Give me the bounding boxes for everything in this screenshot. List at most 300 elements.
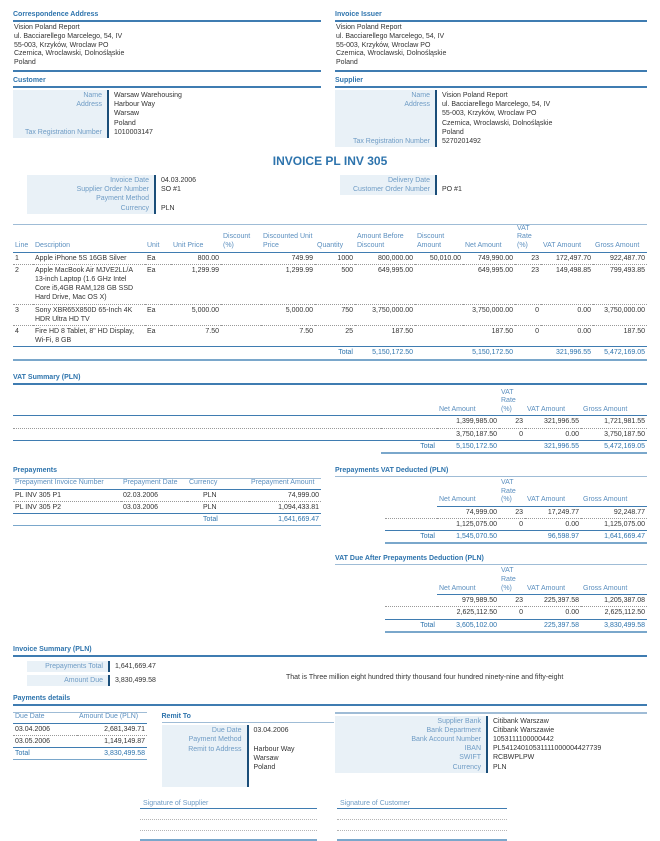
cell: Sony XBR65X850D 65-Inch 4K HDR Ultra HD TV — [33, 304, 145, 325]
field-label: Currency — [452, 763, 481, 771]
field-label: Currency — [120, 204, 149, 212]
field-label: Delivery Date — [387, 177, 430, 185]
cell: 225,397.58 — [525, 595, 581, 607]
th-quantity: Quantity — [315, 224, 355, 252]
total-vat-amount: 321,996.55 — [541, 347, 593, 360]
cell — [221, 326, 261, 347]
line-item-row — [13, 326, 647, 347]
cell: 7.50 — [171, 326, 221, 347]
signature-dotted-line — [337, 809, 507, 820]
payment-row — [13, 736, 147, 748]
cell: 23 — [499, 595, 525, 607]
invoice-meta-left — [13, 175, 321, 214]
th-discount-pct: Discount (%) — [221, 224, 261, 252]
total-amount-before-discount: 5,150,172.50 — [355, 347, 415, 360]
cell — [221, 304, 261, 325]
address-line: Czernica, Wroclawski, Dolnośląskie — [336, 50, 447, 58]
field-value: Harbour Way — [114, 101, 155, 109]
signatures-row — [140, 799, 647, 841]
cell: 1,205,387.08 — [581, 595, 647, 607]
cell — [415, 326, 463, 347]
vat-summary-total-row — [13, 440, 647, 453]
th-empty — [385, 479, 437, 506]
cell: 4 — [13, 326, 33, 347]
field-value: Warsaw — [114, 110, 140, 118]
signature-supplier-block — [140, 799, 317, 841]
correspondence-address-block — [13, 10, 321, 72]
th-empty — [381, 389, 437, 416]
divider — [162, 722, 334, 723]
amount-in-words: That is Three million eight hundred thirty thousand four hundred ninety-nine and fifty-eight — [286, 673, 564, 681]
remit-labels — [162, 725, 247, 787]
field-value: 55-003, Krzyków, Wroclaw PO — [442, 110, 537, 118]
cell: 749,990.00 — [463, 252, 515, 264]
cell: 23 — [499, 416, 525, 428]
field-value: PO #1 — [442, 186, 462, 194]
field-label: Remit to Address — [188, 745, 242, 753]
cell: Ea — [145, 264, 171, 304]
field-value: 04.03.2006 — [161, 177, 197, 185]
prepayment-row — [13, 501, 321, 513]
th-amount-due: Amount Due (PLN) — [77, 713, 147, 724]
divider — [335, 564, 647, 565]
cell — [121, 514, 187, 526]
cell: 0 — [499, 607, 525, 619]
cell: 0 — [515, 326, 541, 347]
signature-dotted-line — [337, 820, 507, 831]
th-empty — [335, 567, 385, 594]
cell — [13, 347, 315, 360]
th-vat-rate: VAT Rate (%) — [499, 479, 525, 506]
prepayments-title: Prepayments — [13, 467, 57, 475]
invoice-summary-title: Invoice Summary (PLN) — [13, 645, 92, 653]
th-vat-amount: VAT Amount — [541, 224, 593, 252]
vat-due-total-row — [335, 619, 647, 632]
field-value: 1010003147 — [114, 128, 153, 136]
th-vat-amount: VAT Amount — [525, 567, 581, 594]
field-label: SWIFT — [459, 754, 481, 762]
total-label: Total — [187, 514, 249, 526]
th-prepayment-date: Prepayment Date — [121, 479, 187, 490]
field-value — [254, 735, 295, 744]
prepayments-vat-row — [335, 506, 647, 518]
field-value: ul. Bacciarellego Marcelego, 54, IV — [442, 101, 551, 109]
cell: 3,750,187.50 — [581, 428, 647, 440]
meta-right-labels — [340, 175, 435, 195]
cell: 1,299.99 — [171, 264, 221, 304]
field-value: Harbour Way — [253, 745, 295, 753]
total-gross-amount: 5,472,169.05 — [581, 440, 647, 453]
field-label: Name — [83, 91, 102, 99]
cell: 2,681,349.71 — [77, 723, 147, 735]
th-vat-amount: VAT Amount — [525, 389, 581, 416]
field-label: Supplier Bank — [437, 717, 481, 725]
th-prepayment-amount: Prepayment Amount — [249, 479, 321, 490]
cell — [335, 519, 385, 531]
supplier-values — [437, 90, 552, 147]
cell — [415, 347, 463, 360]
cell: 74,999.00 — [437, 506, 499, 518]
cell — [221, 252, 261, 264]
th-vat-rate: VAT Rate (%) — [499, 567, 525, 594]
cell: 749.99 — [261, 252, 315, 264]
prepayments-vat-section — [335, 466, 647, 544]
field-value: Poland — [253, 763, 276, 771]
field-label: Due Date — [211, 727, 242, 735]
th-amount-before-discount: Amount Before Discount — [355, 224, 415, 252]
th-gross-amount: Gross Amount — [593, 224, 647, 252]
prepayments-total-row — [13, 514, 321, 526]
prepayments-header-row — [13, 479, 321, 490]
vat-summary-title: VAT Summary (PLN) — [13, 373, 81, 381]
th-prepayment-invoice-number: Prepayment Invoice Number — [13, 479, 121, 490]
invoice-title: INVOICE PL INV 305 — [272, 154, 388, 169]
field-value: 1053111100000442 — [493, 736, 554, 744]
cell: PL INV 305 P2 — [13, 501, 121, 513]
cell: 23 — [515, 252, 541, 264]
cell: 750 — [315, 304, 355, 325]
cell: 1000 — [315, 252, 355, 264]
signature-dotted-line — [140, 809, 317, 820]
invoice-meta-left-fields — [27, 175, 321, 214]
divider — [335, 712, 647, 714]
field-value: RCBWPLPW — [493, 754, 535, 762]
customer-values — [109, 90, 182, 138]
signature-dotted-line — [140, 820, 317, 831]
field-label: Prepayments Total — [45, 662, 103, 670]
line-item-row — [13, 304, 647, 325]
field-value: Citibank Warszawie — [493, 726, 555, 734]
cell: 800,000.00 — [355, 252, 415, 264]
cell: 3,750,000.00 — [593, 304, 647, 325]
correspondence-address-title: Correspondence Address — [13, 11, 99, 18]
meta-left-labels — [27, 175, 154, 214]
cell: 0.00 — [525, 607, 581, 619]
address-line: ul. Bacciarellego Marcelego, 54, IV — [336, 32, 445, 40]
cell — [415, 264, 463, 304]
cell: Ea — [145, 326, 171, 347]
field-label: Customer Order Number — [352, 186, 430, 194]
payments-table — [13, 712, 147, 760]
invoice-summary-section — [13, 645, 647, 686]
th-due-date: Due Date — [13, 713, 77, 724]
cell — [221, 264, 261, 304]
total-amount: 3,830,499.58 — [77, 748, 147, 760]
cell — [335, 619, 385, 632]
cell: 03.05.2006 — [13, 736, 77, 748]
field-label: Tax Registration Number — [352, 137, 430, 145]
cell: 2,625,112.50 — [437, 607, 499, 619]
address-line: ul. Bacciarellego Marcelego, 54, IV — [14, 32, 123, 40]
cell: 172,497.70 — [541, 252, 593, 264]
field-label — [15, 119, 102, 128]
field-labels — [27, 675, 108, 686]
th-currency: Currency — [187, 479, 249, 490]
cell: 1,149,149.87 — [77, 736, 147, 748]
cell: 3 — [13, 304, 33, 325]
field-label: Tax Registration Number — [24, 128, 102, 136]
invoice-issuer-title: Invoice Issuer — [335, 11, 382, 18]
th-net-amount: Net Amount — [437, 389, 499, 416]
field-label: Payment Method — [188, 736, 242, 744]
vat-summary-row — [13, 428, 647, 440]
line-items-header-row — [13, 224, 647, 252]
th-vat-amount: VAT Amount — [525, 479, 581, 506]
field-label: Amount Due — [64, 677, 103, 685]
total-label: Total — [315, 347, 355, 360]
field-label: Address — [76, 101, 102, 109]
invoice-meta-right — [335, 175, 647, 214]
vat-due-row — [335, 595, 647, 607]
address-line: 55-003, Krzyków, Wroclaw PO — [336, 41, 431, 49]
cell — [385, 519, 437, 531]
cell: 74,999.00 — [249, 489, 321, 501]
supplier-block — [335, 76, 647, 147]
total-net-amount: 1,545,070.50 — [437, 531, 499, 544]
customer-block — [13, 76, 321, 147]
vat-summary-header-row — [13, 389, 647, 416]
total-label: Total — [385, 619, 437, 632]
field-value: PLN — [161, 204, 175, 212]
field-value: 3,830,499.58 — [115, 677, 156, 685]
field-label: Address — [404, 101, 430, 109]
cell: 03.03.2006 — [121, 501, 187, 513]
cell — [381, 416, 437, 428]
cell: Ea — [145, 304, 171, 325]
vat-due-section — [335, 554, 647, 632]
cell: 1,094,433.81 — [249, 501, 321, 513]
field-value: 5270201492 — [442, 137, 481, 145]
invoice-summary-fields — [13, 661, 283, 686]
address-line: Poland — [336, 59, 358, 67]
cell: PLN — [187, 501, 249, 513]
total-vat-amount: 96,598.97 — [525, 531, 581, 544]
cell — [415, 304, 463, 325]
th-unit: Unit — [145, 224, 171, 252]
vat-due-header-row — [335, 567, 647, 594]
cell: 649,995.00 — [355, 264, 415, 304]
field-value — [442, 176, 462, 185]
th-gross-amount: Gross Amount — [581, 479, 647, 506]
total-net-amount: 5,150,172.50 — [463, 347, 515, 360]
field-label: Name — [411, 91, 430, 99]
th-discounted-unit-price: Discounted Unit Price — [261, 224, 315, 252]
cell: Fire HD 8 Tablet, 8" HD Display, Wi-Fi, 8 GB — [33, 326, 145, 347]
divider — [335, 70, 647, 72]
meta-right-values — [437, 175, 462, 195]
th-net-amount: Net Amount — [463, 224, 515, 252]
address-line: Czernica, Wroclawski, Dolnośląskie — [14, 50, 125, 58]
cell: PL INV 305 P1 — [13, 489, 121, 501]
line-items-table — [13, 224, 647, 361]
supplier-labels — [335, 90, 435, 147]
vat-due-row — [335, 607, 647, 619]
divider — [13, 704, 647, 706]
cell — [381, 428, 437, 440]
cell — [499, 531, 525, 544]
vat-summary-section — [13, 373, 647, 454]
cell: 03.04.2006 — [13, 723, 77, 735]
cell — [385, 595, 437, 607]
cell: 800.00 — [171, 252, 221, 264]
field-value: Poland — [114, 119, 136, 127]
field-label: Invoice Date — [110, 177, 149, 185]
address-header-row — [13, 10, 647, 72]
cell: Apple MacBook Air MJVE2LL/A 13-inch Laptop (1.6 GHz Intel Core i5,4GB RAM,128 GB SSD Hard Drive, Mac OS X) — [33, 264, 145, 304]
cell: 02.03.2006 — [121, 489, 187, 501]
field-label: IBAN — [464, 745, 481, 753]
field-label — [164, 754, 242, 763]
line-item-row — [13, 264, 647, 304]
cell: 0.00 — [525, 428, 581, 440]
cell: 3,750,000.00 — [355, 304, 415, 325]
address-line: 55-003, Krzyków, Wroclaw PO — [14, 41, 109, 49]
meta-left-values — [156, 175, 196, 214]
field-label: Bank Department — [426, 726, 481, 734]
cell: 0 — [515, 304, 541, 325]
cell — [13, 514, 121, 526]
divider — [13, 86, 321, 88]
th-line: Line — [13, 224, 33, 252]
cell: 1,125,075.00 — [437, 519, 499, 531]
cell: 0 — [499, 428, 525, 440]
payment-row — [13, 723, 147, 735]
cell: 649,995.00 — [463, 264, 515, 304]
payments-total-row — [13, 748, 147, 760]
prepayments-vat-header-row — [335, 479, 647, 506]
prepayments-vat-title: Prepayments VAT Deducted (PLN) — [335, 467, 449, 475]
cell: 7.50 — [261, 326, 315, 347]
cell: 979,989.50 — [437, 595, 499, 607]
cell — [515, 347, 541, 360]
prepayments-row — [13, 466, 647, 633]
field-value: Warsaw — [253, 754, 279, 762]
cell: PLN — [187, 489, 249, 501]
prepayments-vat-total-row — [335, 531, 647, 544]
field-value: Poland — [442, 128, 464, 136]
cell — [499, 619, 525, 632]
correspondence-address-lines — [13, 22, 321, 70]
field-label: Bank Account Number — [411, 736, 481, 744]
total-label: Total — [13, 748, 77, 760]
field-value: Warsaw Warehousing — [114, 91, 182, 99]
th-empty — [13, 389, 381, 416]
cell: 23 — [515, 264, 541, 304]
field-value: SO #1 — [161, 186, 181, 194]
total-label: Total — [381, 440, 437, 453]
field-value: Vision Poland Report — [442, 91, 508, 99]
address-line: Vision Poland Report — [14, 24, 80, 31]
th-discount-amount: Discount Amount — [415, 224, 463, 252]
cell: 50,010.00 — [415, 252, 463, 264]
cell: 0.00 — [525, 519, 581, 531]
remit-to-fields — [162, 725, 334, 787]
cell — [385, 607, 437, 619]
field-value: Citibank Warszaw — [493, 717, 549, 725]
invoice-summary-body — [13, 661, 647, 686]
field-label — [337, 128, 430, 137]
supplier-title: Supplier — [335, 76, 364, 84]
remit-values — [249, 725, 295, 787]
address-line: Poland — [14, 59, 36, 67]
customer-labels — [13, 90, 107, 138]
vat-summary-row — [13, 416, 647, 428]
cell: 17,249.77 — [525, 506, 581, 518]
cell: 0.00 — [541, 304, 593, 325]
cell: 149,498.85 — [541, 264, 593, 304]
cell: 1,399,985.00 — [437, 416, 499, 428]
cell: 25 — [315, 326, 355, 347]
divider — [13, 70, 321, 72]
cell: 5,000.00 — [261, 304, 315, 325]
payments-table-wrap — [13, 712, 147, 787]
cell: 5,000.00 — [171, 304, 221, 325]
payments-details-title: Payments details — [13, 695, 71, 703]
field-label — [337, 119, 430, 128]
cell — [335, 506, 385, 518]
bank-values — [488, 716, 601, 773]
field-value: 03.04.2006 — [253, 727, 289, 735]
invoice-meta-row — [13, 175, 647, 214]
total-label: Total — [385, 531, 437, 544]
cell: 0.00 — [541, 326, 593, 347]
cell: 1,299.99 — [261, 264, 315, 304]
th-gross-amount: Gross Amount — [581, 567, 647, 594]
cell — [335, 607, 385, 619]
th-vat-rate: VAT Rate (%) — [515, 224, 541, 252]
total-gross-amount: 1,641,669.47 — [581, 531, 647, 544]
prepayments-section — [13, 466, 321, 633]
cell — [13, 428, 381, 440]
payments-header-row — [13, 713, 147, 724]
cell: 2 — [13, 264, 33, 304]
signature-customer-label: Signature of Customer — [337, 799, 507, 809]
cell: 3,750,187.50 — [437, 428, 499, 440]
field-labels — [27, 661, 108, 672]
total-net-amount: 5,150,172.50 — [437, 440, 499, 453]
customer-title: Customer — [13, 76, 46, 84]
payments-details-section — [13, 694, 647, 787]
cell: 92,248.77 — [581, 506, 647, 518]
cell: 1,721,981.55 — [581, 416, 647, 428]
cell: 1,125,075.00 — [581, 519, 647, 531]
cell: 922,487.70 — [593, 252, 647, 264]
field-value: 1,641,669.47 — [115, 662, 156, 670]
cell: Ea — [145, 252, 171, 264]
vat-due-title: VAT Due After Prepayments Deduction (PLN) — [335, 555, 484, 563]
cell: 2,625,112.50 — [581, 607, 647, 619]
cell: 799,493.85 — [593, 264, 647, 304]
cell — [13, 440, 381, 453]
prepayments-vat-table — [335, 479, 647, 544]
divider — [13, 383, 647, 385]
total-gross-amount: 5,472,169.05 — [593, 347, 647, 360]
invoice-issuer-block — [335, 10, 647, 72]
right-vat-column — [335, 466, 647, 633]
prepayments-table — [13, 478, 321, 526]
field-value: Czernica, Wroclawski, Dolnośląskie — [442, 119, 553, 127]
remit-to-title: Remit To — [161, 713, 191, 721]
prepayments-vat-row — [335, 519, 647, 531]
total-vat-amount: 225,397.58 — [525, 619, 581, 632]
prepayments-total-field — [27, 661, 283, 672]
address-line: Vision Poland Report — [336, 24, 402, 31]
signature-supplier-label: Signature of Supplier — [140, 799, 317, 809]
payments-details-body — [13, 712, 647, 787]
remit-to-block — [162, 712, 334, 787]
field-label: Payment Method — [96, 195, 149, 203]
field-values — [110, 661, 156, 672]
